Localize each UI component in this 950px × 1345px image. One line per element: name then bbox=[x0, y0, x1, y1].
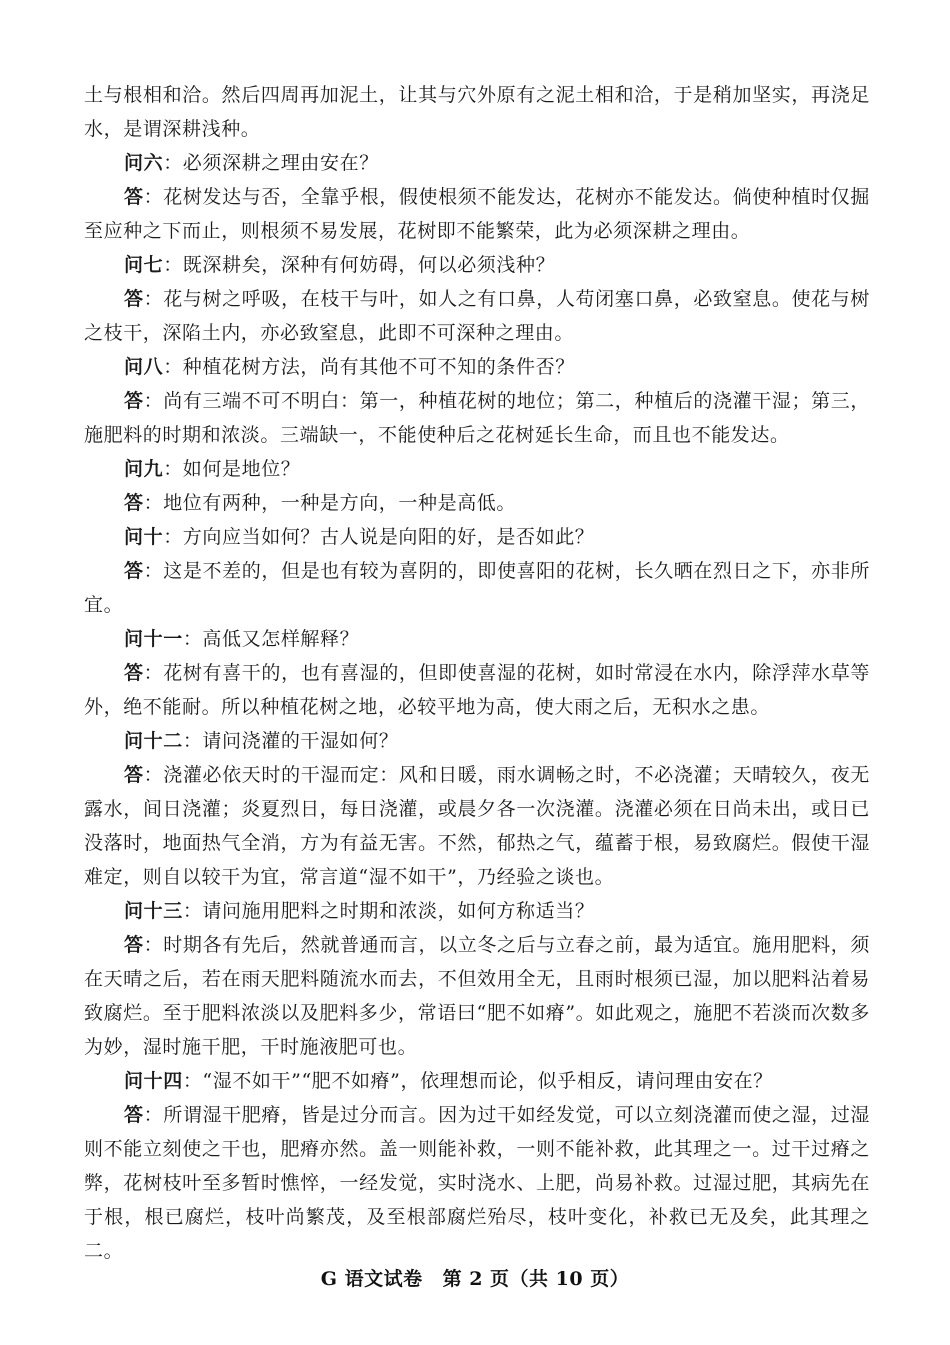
paragraph-text: ：高低又怎样解释？ bbox=[182, 628, 360, 650]
question-paragraph bbox=[84, 146, 870, 180]
paragraph-lead: 答 bbox=[124, 662, 144, 684]
paragraph-lead: 问七 bbox=[124, 254, 164, 276]
paragraph-lead: 答 bbox=[124, 390, 144, 412]
paragraph-lead: 问十三 bbox=[124, 900, 183, 922]
paragraph-text: ：浇灌必依天时的干湿而定：风和日暖，雨水调畅之时，不必浇灌；天晴较久，夜无露水，间日浇灌；炎夏烈日，每日浇灌，或晨夕各一次浇灌。浇灌必须在日尚未出，或日已没落时，地面热气全消，方为有益无害。不然，郁热之气，蕴蓄于根，易致腐烂。假使干湿难定，则自以较干为宜，常言道“湿不如干”，乃经验之谈也。 bbox=[84, 764, 870, 888]
paragraph-text: ：所谓湿干肥瘠，皆是过分而言。因为过干如经发觉，可以立刻浇灌而使之湿，过湿则不能立刻使之干也，肥瘠亦然。盖一则能补救，一则不能补救，此其理之一。过干过瘠之弊，花树枝叶至多暂时憔悴，一经发觉，实时浇水、上肥，尚易补救。过湿过肥，其病先在于根，根已腐烂，枝叶尚繁茂，及至根部腐烂殆尽，枝叶变化，补救已无及矣，此其理之二。 bbox=[84, 1104, 870, 1262]
question-paragraph bbox=[84, 894, 870, 928]
paragraph-lead: 问十一 bbox=[124, 628, 183, 650]
answer-paragraph bbox=[84, 384, 870, 452]
paragraph-text: ：时期各有先后，然就普通而言，以立冬之后与立春之前，最为适宜。施用肥料，须在天晴之后，若在雨天肥料随流水而去，不但效用全无，且雨时根须已湿，加以肥料沾着易致腐烂。至于肥料浓淡以及肥料多少，常语曰“肥不如瘠”。如此观之，施肥不若淡而次数多为妙，湿时施干肥，干时施液肥可也。 bbox=[84, 934, 870, 1058]
paragraph-lead: 答 bbox=[124, 186, 144, 208]
answer-paragraph bbox=[84, 180, 870, 248]
answer-paragraph bbox=[84, 486, 870, 520]
paragraph-text: ：请问施用肥料之时期和浓淡，如何方称适当？ bbox=[182, 900, 595, 922]
paragraph-text: ：花树有喜干的，也有喜湿的，但即使喜湿的花树，如时常浸在水内，除浮萍水草等外，绝不能耐。所以种植花树之地，必较平地为高，使大雨之后，无积水之患。 bbox=[84, 662, 870, 718]
paragraph-text: 土与根相和洽。然后四周再加泥土，让其与穴外原有之泥土相和洽，于是稍加坚实，再浇足水，是谓深耕浅种。 bbox=[84, 84, 870, 140]
paragraph-lead: 答 bbox=[124, 492, 144, 514]
question-paragraph bbox=[84, 724, 870, 758]
answer-paragraph bbox=[84, 282, 870, 350]
paragraph-lead: 答 bbox=[124, 934, 144, 956]
paragraph-lead: 答 bbox=[124, 560, 144, 582]
question-paragraph bbox=[84, 350, 870, 384]
answer-paragraph bbox=[84, 554, 870, 622]
paragraph-text: ：既深耕矣，深种有何妨碍，何以必须浅种？ bbox=[163, 254, 556, 276]
question-paragraph bbox=[84, 1064, 870, 1098]
paragraph-lead: 答 bbox=[124, 288, 144, 310]
question-paragraph bbox=[84, 622, 870, 656]
answer-paragraph bbox=[84, 656, 870, 724]
paragraph-text: ：必须深耕之理由安在？ bbox=[163, 152, 379, 174]
text-paragraph bbox=[84, 78, 870, 146]
paragraph-text: ：花树发达与否，全靠乎根，假使根须不能发达，花树亦不能发达。倘使种植时仅掘至应种之下而止，则根须不易发展，花树即不能繁荣，此为必须深耕之理由。 bbox=[84, 186, 870, 242]
answer-paragraph bbox=[84, 928, 870, 1064]
footer-subject: G 语文试卷 bbox=[320, 1268, 423, 1290]
paragraph-lead: 答 bbox=[124, 1104, 144, 1126]
paragraph-text: ：种植花树方法，尚有其他不可不知的条件否？ bbox=[163, 356, 575, 378]
paragraph-lead: 问九 bbox=[124, 458, 164, 480]
paragraph-text: ：花与树之呼吸，在枝干与叶，如人之有口鼻，人苟闭塞口鼻，必致窒息。使花与树之枝干，深陷土内，亦必致窒息，此即不可深种之理由。 bbox=[84, 288, 870, 344]
answer-paragraph bbox=[84, 758, 870, 894]
question-paragraph bbox=[84, 452, 870, 486]
paragraph-text: ：如何是地位？ bbox=[163, 458, 301, 480]
paragraph-lead: 问六 bbox=[124, 152, 164, 174]
paragraph-text: ：“湿不如干”“肥不如瘠”，依理想而论，似乎相反，请问理由安在？ bbox=[182, 1070, 773, 1092]
paragraph-text: ：尚有三端不可不明白：第一，种植花树的地位；第二，种植后的浇灌干湿；第三，施肥料的时期和浓淡。三端缺一，不能使种后之花树延长生命，而且也不能发达。 bbox=[84, 390, 870, 446]
page-footer bbox=[0, 1262, 950, 1296]
document-body bbox=[84, 78, 870, 1268]
question-paragraph bbox=[84, 520, 870, 554]
paragraph-lead: 答 bbox=[124, 764, 144, 786]
paragraph-lead: 问十 bbox=[124, 526, 164, 548]
paragraph-text: ：方向应当如何？古人说是向阳的好，是否如此？ bbox=[163, 526, 595, 548]
paragraph-lead: 问八 bbox=[124, 356, 164, 378]
paragraph-lead: 问十四 bbox=[124, 1070, 183, 1092]
paragraph-lead: 问十二 bbox=[124, 730, 183, 752]
paragraph-text: ：地位有两种，一种是方向，一种是高低。 bbox=[143, 492, 517, 514]
footer-page-number: 第 2 页（共 10 页） bbox=[442, 1268, 630, 1290]
answer-paragraph bbox=[84, 1098, 870, 1268]
question-paragraph bbox=[84, 248, 870, 282]
paragraph-text: ：这是不差的，但是也有较为喜阴的，即使喜阳的花树，长久晒在烈日之下，亦非所宜。 bbox=[84, 560, 870, 616]
paragraph-text: ：请问浇灌的干湿如何？ bbox=[182, 730, 399, 752]
